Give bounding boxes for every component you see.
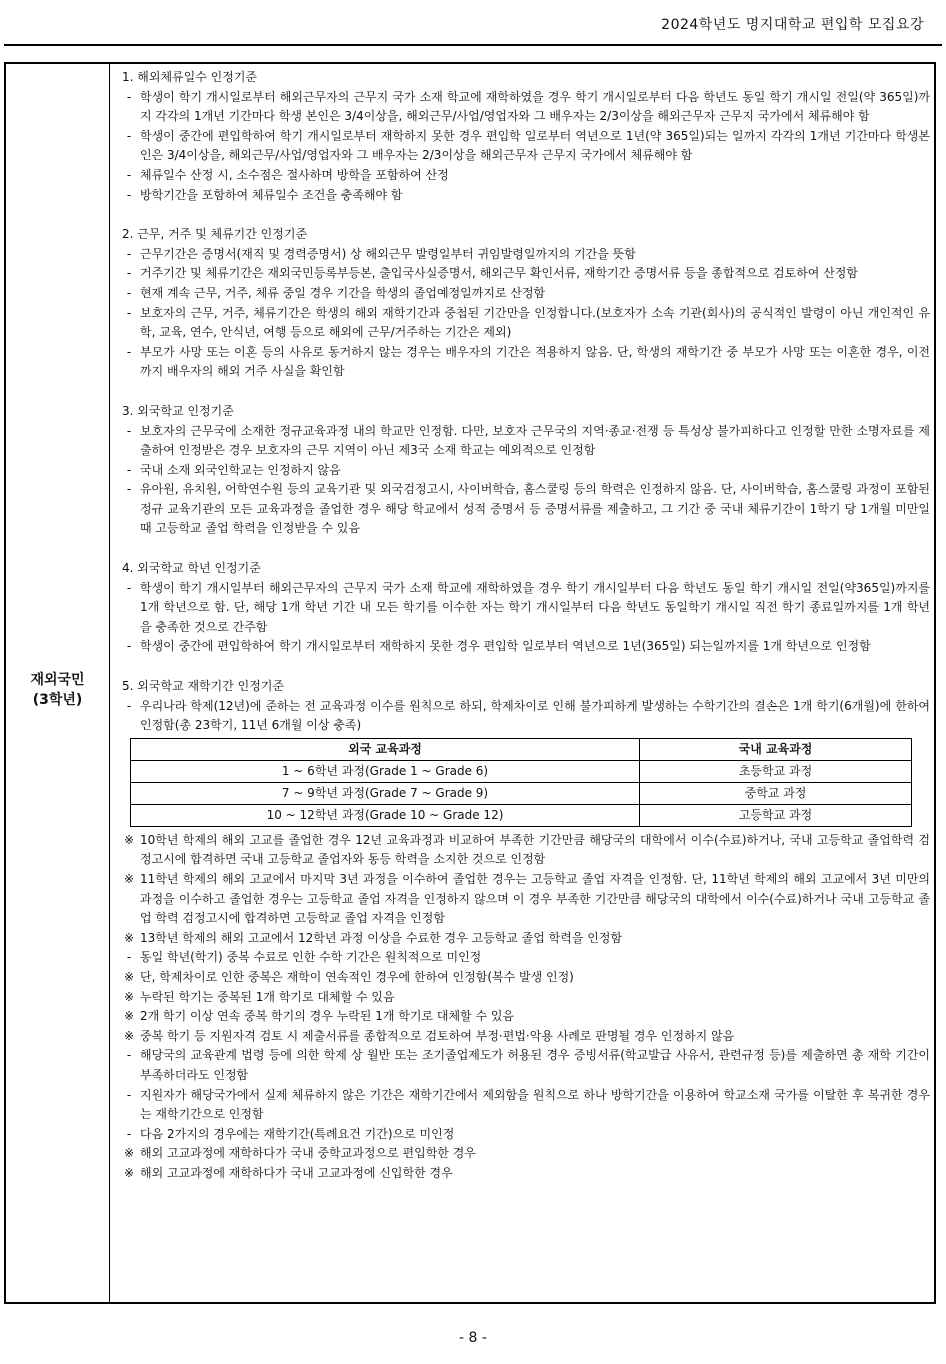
list-item-text: 체류일수 산정 시, 소수점은 절사하며 방학을 포함하여 산정 (140, 167, 449, 182)
note-item (118, 1125, 930, 1145)
dash-marker: - (126, 246, 132, 261)
list-item (118, 343, 930, 382)
note-marker: ※ (123, 1009, 135, 1024)
note-item (118, 988, 930, 1008)
category-label-line2: (3학년) (32, 692, 83, 708)
section-title: 4. 외국학교 학년 인정기준 (122, 561, 261, 576)
table-cell-domestic: 고등학교 과정 (640, 804, 912, 826)
note-item (118, 1144, 930, 1164)
list-item-text: 현재 계속 근무, 거주, 체류 중일 경우 기간을 학생의 졸업예정일까지로 산정함 (140, 285, 546, 300)
criteria-section (118, 559, 930, 657)
note-marker: ※ (123, 872, 135, 886)
dash-marker: - (126, 305, 132, 320)
dash-marker: - (126, 266, 132, 281)
list-item (118, 461, 930, 481)
section-title: 3. 외국학교 인정기준 (122, 403, 234, 418)
criteria-section (118, 677, 930, 736)
note-marker: ※ (123, 832, 135, 847)
list-item (118, 245, 930, 265)
content-frame (4, 62, 936, 1304)
note-text: 중복 학기 등 지원자격 검토 시 제출서류를 종합적으로 검토하여 부정·편법·악용 사례로 판명될 경우 인정하지 않음 (140, 1028, 735, 1043)
dash-marker: - (126, 698, 132, 713)
note-item (118, 968, 930, 988)
table-row (131, 760, 912, 782)
list-item-text: 국내 소재 외국인학교는 인정하지 않음 (140, 462, 341, 477)
dash-marker: - (126, 482, 132, 497)
dash-marker: - (126, 187, 132, 202)
note-text: 11학년 학제의 해외 고교에서 마지막 3년 과정을 이수하여 졸업한 경우는 고등학교 졸업 자격을 인정함. 단, 11학년 학제의 해외 고교에서 3년 미만의 과정을 이수하고 졸업한 경우는 고등학교 졸업 자격을 인정하지 않으며 이 경우 부족한 기간만큼 해당국의 대학에서 이수(수료)하거나 국내 고등학교 졸업 학력 검정고시에 합격하면 고등학교 졸업 자격을 인정함 (140, 872, 930, 926)
list-item-text: 학생이 학기 개시일부터 해외근무자의 근무지 국가 소재 학교에 재학하였을 경우 학기 개시일부터 다음 학년도 동일 학기 개시일 전일(약365일)까지를 1개 학년으로 함. 단, 해당 1개 학년 기간 내 모든 학기를 이수한 자는 학기 개시일부터 다음 학년도 동일학기 개시일 직전 학기 종료일까지를 1개 학년을 충족한 것으로 간주함 (140, 580, 930, 634)
section-gap (118, 205, 930, 225)
note-text: 누락된 학기는 중복된 1개 학기로 대체할 수 있음 (140, 989, 395, 1004)
note-text: 해외 고교과정에 재학하다가 국내 중학교과정으로 편입학한 경우 (140, 1146, 476, 1161)
list-item-text: 유아원, 유치원, 어학연수원 등의 교육기관 및 외국검정고시, 사이버학습, 홈스쿨링 등의 학력은 인정하지 않음. 단, 사이버학습, 홈스쿨링 과정이 포함된 정규 교육기관의 모든 교육과정을 졸업한 경우 해당 학교에서 성적 증명서 등 증명서류를 제출하고, 그 기간 중 국내 체류기간이 1학기 당 1개월 미만일 때 고등학교 졸업 학력을 인정받을 수 있음 (140, 482, 930, 536)
table-cell-domestic: 초등학교 과정 (640, 760, 912, 782)
note-marker: - (126, 1087, 132, 1102)
note-text: 단, 학제차이로 인한 중복은 재학이 연속적인 경우에 한하여 인정함(복수 발생 인정) (140, 969, 574, 984)
list-item (118, 264, 930, 284)
section-gap (118, 657, 930, 677)
criteria-section (118, 402, 930, 539)
list-item-text: 학생이 학기 개시일로부터 해외근무자의 근무지 국가 소재 학교에 재학하였을 경우 학기 개시일로부터 다음 학년도 동일 학기 개시일 전일(약 365일)까지 각각의 1개년 기간마다 학생 본인은 3/4이상을, 해외근무/사업/영업자와 그 배우자는 2/3이상을 해외근무자 근무지 국가에서 체류해야 함 (140, 89, 930, 124)
section-title: 5. 외국학교 재학기간 인정기준 (122, 679, 284, 694)
note-item (118, 1086, 930, 1125)
table-cell-foreign: 10 ~ 12학년 과정(Grade 10 ~ Grade 12) (131, 804, 640, 826)
table-header-row (131, 738, 912, 760)
curriculum-mapping-table (130, 738, 912, 827)
list-item (118, 304, 930, 343)
note-text: 지원자가 해당국가에서 실제 체류하지 않은 기간은 재학기간에서 제외함을 원칙으로 하나 방학기간을 이용하여 학교소재 국가를 이탈한 후 복귀한 경우는 재학기간으로 인정함 (140, 1087, 930, 1122)
note-marker: ※ (123, 1165, 135, 1180)
dash-marker: - (126, 128, 132, 143)
list-item (118, 166, 930, 186)
list-item-text: 방학기간을 포함하여 체류일수 조건을 충족해야 함 (140, 187, 403, 202)
note-item (118, 929, 930, 949)
note-item (118, 831, 930, 870)
note-item (118, 948, 930, 968)
category-label-line1: 재외국민 (30, 672, 85, 688)
document-header-title: 2024학년도 명지대학교 편입학 모집요강 (661, 17, 924, 33)
list-item (118, 579, 930, 638)
list-item-text: 보호자의 근무국에 소재한 정규교육과정 내의 학교만 인정함. 다만, 보호자 근무국의 지역·종교·전쟁 등 특성상 불가피하다고 인정할 만한 소명자료를 제출하여 인정받은 경우 보호자의 근무 지역이 아닌 제3국 소재 학교는 예외적으로 인정함 (140, 423, 930, 458)
list-item-text: 학생이 중간에 편입학하여 학기 개시일로부터 재학하지 못한 경우 편입학 일로부터 역년으로 1년(약 365일)되는 일까지 각각의 1개년 기간마다 학생본인은 3/4이상을, 해외근무/사업/영업자와 그 배우자는 2/3이상을 해외근무자 근무지 국가에서 체류해야 함 (140, 128, 930, 163)
list-item-text: 우리나라 학제(12년)에 준하는 전 교육과정 이수를 원칙으로 하되, 학제차이로 인해 불가피하게 발생하는 수학기간의 결손은 1개 학기(6개월)에 한하여 인정함(총 23학기, 11년 6개월 이상 충족) (140, 698, 930, 733)
dash-marker: - (126, 580, 132, 595)
dash-marker: - (126, 639, 132, 654)
note-marker: ※ (123, 1028, 135, 1043)
category-label (6, 670, 109, 710)
list-item (118, 186, 930, 206)
note-marker: - (126, 1126, 132, 1141)
note-text: 해외 고교과정에 재학하다가 국내 고교과정에 신입학한 경우 (140, 1165, 453, 1180)
list-item (118, 88, 930, 127)
note-marker: - (126, 950, 132, 965)
table-row (131, 782, 912, 804)
list-item (118, 422, 930, 461)
note-marker: ※ (123, 1146, 135, 1161)
table-cell-foreign: 7 ~ 9학년 과정(Grade 7 ~ Grade 9) (131, 782, 640, 804)
note-marker: ※ (123, 969, 135, 984)
list-item (118, 127, 930, 166)
sections (118, 68, 930, 736)
criteria-content (118, 68, 930, 1302)
dash-marker: - (126, 89, 132, 104)
dash-marker: - (126, 285, 132, 300)
dash-marker: - (126, 462, 132, 477)
note-text: 동일 학년(학기) 중복 수료로 인한 수학 기간은 원칙적으로 미인정 (140, 950, 482, 965)
dash-marker: - (126, 344, 132, 359)
note-text: 13학년 학제의 해외 고교에서 12학년 과정 이상을 수료한 경우 고등학교 졸업 학력을 인정함 (140, 930, 623, 945)
table-row (131, 804, 912, 826)
dash-marker: - (126, 167, 132, 182)
criteria-section (118, 225, 930, 382)
list-item (118, 284, 930, 304)
list-item-text: 거주기간 및 체류기간은 재외국민등록부등본, 출입국사실증명서, 해외근무 확인서류, 재학기간 증명서류 등을 종합적으로 검토하여 산정함 (140, 266, 858, 281)
dash-marker: - (126, 423, 132, 438)
note-text: 2개 학기 이상 연속 중복 학기의 경우 누락된 1개 학기로 대체할 수 있음 (140, 1009, 515, 1024)
list-item (118, 697, 930, 736)
criteria-section (118, 68, 930, 205)
list-item-text: 근무기간은 증명서(재직 및 경력증명서) 상 해외근무 발령일부터 귀임발령일까지의 기간을 뜻함 (140, 246, 636, 261)
notes-list (118, 831, 930, 1184)
note-marker: - (126, 1048, 132, 1063)
note-text: 다음 2가지의 경우에는 재학기간(특례요건 기간)으로 미인정 (140, 1126, 455, 1141)
note-marker: ※ (123, 930, 135, 945)
list-item-text: 학생이 중간에 편입학하여 학기 개시일로부터 재학하지 못한 경우 편입학 일로부터 역년으로 1년(365일) 되는일까지를 1개 학년으로 인정함 (140, 639, 871, 654)
section-title: 2. 근무, 거주 및 체류기간 인정기준 (122, 227, 308, 242)
note-item (118, 1164, 930, 1184)
list-item-text: 부모가 사망 또는 이혼 등의 사유로 동거하지 않는 경우는 배우자의 기간은 적용하지 않음. 단, 학생의 재학기간 중 부모가 사망 또는 이혼한 경우, 이전까지 배우자의 해외 거주 사실을 확인함 (140, 344, 930, 379)
section-title: 1. 해외체류일수 인정기준 (122, 70, 257, 84)
table-cell-foreign: 1 ~ 6학년 과정(Grade 1 ~ Grade 6) (131, 760, 640, 782)
header-rule (4, 44, 942, 46)
note-text: 해당국의 교육관계 법령 등에 의한 학제 상 월반 또는 조기졸업제도가 허용된 경우 증빙서류(학교발급 사유서, 관련규정 등)를 제출하면 총 재학 기간이 부족하더라도 인정함 (140, 1048, 930, 1082)
note-item (118, 1007, 930, 1027)
list-item (118, 637, 930, 657)
table-cell-domestic: 중학교 과정 (640, 782, 912, 804)
table-header-foreign: 외국 교육과정 (131, 738, 640, 760)
section-gap (118, 382, 930, 402)
page-number: - 8 - (459, 1330, 487, 1346)
note-item (118, 1027, 930, 1047)
section-gap (118, 539, 930, 559)
table-header-domestic: 국내 교육과정 (640, 738, 912, 760)
note-marker: ※ (123, 989, 135, 1004)
list-item (118, 480, 930, 539)
note-item (118, 1046, 930, 1085)
list-item-text: 보호자의 근무, 거주, 체류기간은 학생의 해외 재학기간과 중첩된 기간만을 인정합니다.(보호자가 소속 기관(회사)의 공식적인 발령이 아닌 개인적인 유학, 교육, 연수, 안식년, 여행 등으로 해외에 근무/거주하는 기간은 제외) (140, 305, 930, 340)
note-item (118, 870, 930, 929)
note-text: 10학년 학제의 해외 고교를 졸업한 경우 12년 교육과정과 비교하여 부족한 기간만큼 해당국의 대학에서 이수(수료)하거나, 국내 고등학교 졸업학력 검정고시에 합격하면 국내 고등학교 졸업자와 동등 학력을 소지한 것으로 인정함 (140, 832, 930, 867)
category-column (6, 64, 110, 1302)
